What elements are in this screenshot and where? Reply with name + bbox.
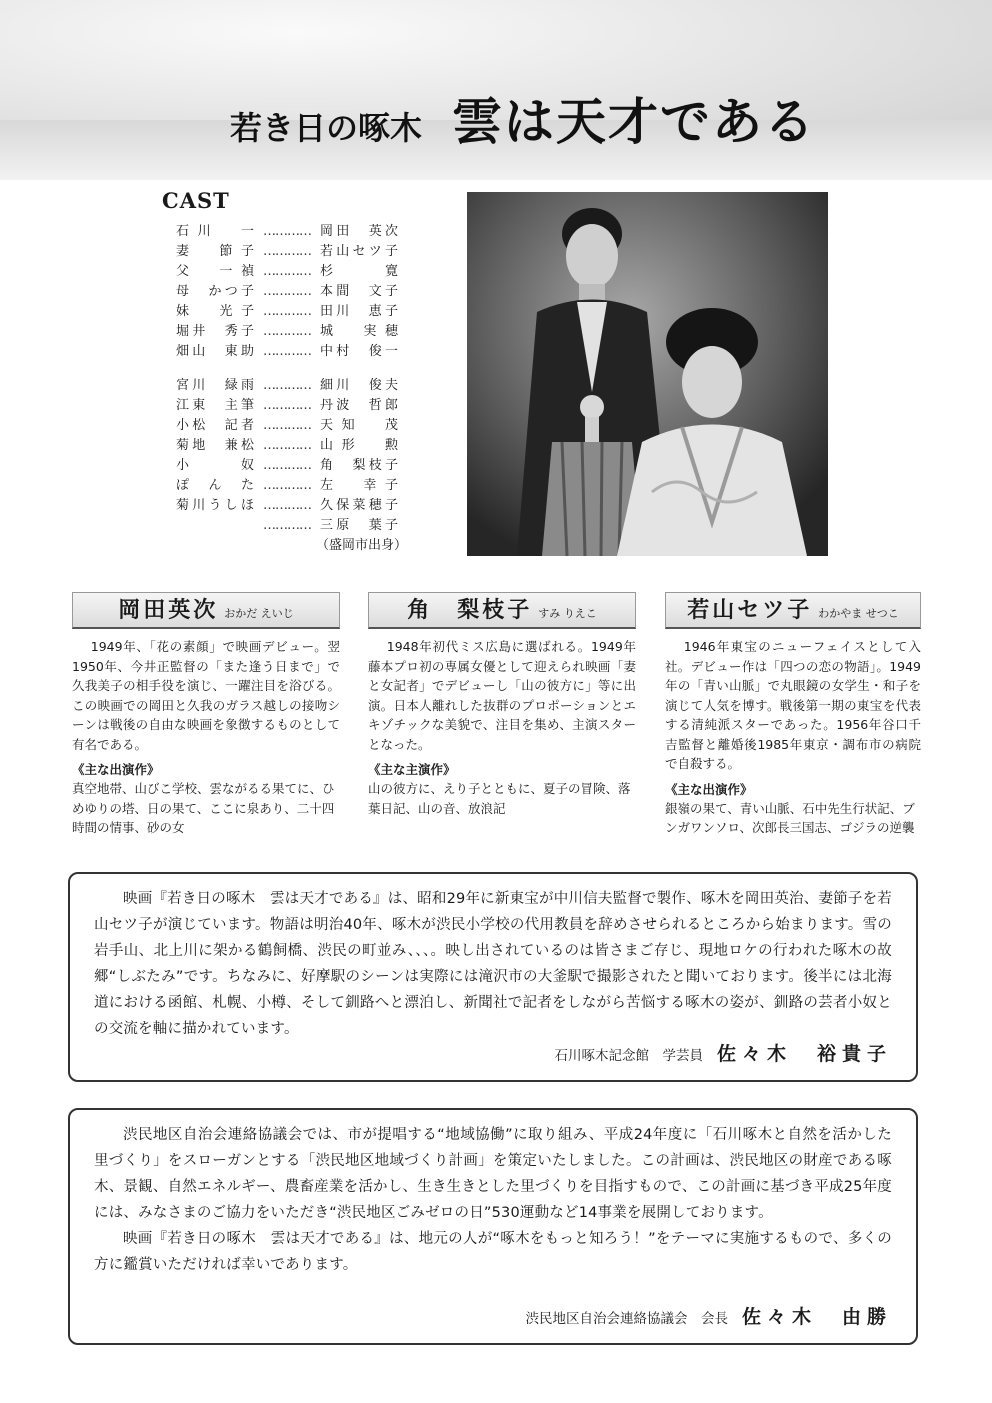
cast-heading: CAST — [162, 188, 230, 213]
cast-actor: 細川 俊夫 — [320, 378, 398, 393]
profile-works: 真空地帯、山びこ学校、雲ながるる果てに、ひめゆりの塔、日の果て、ここに泉あり、二十四時間の情事、砂の女 — [72, 781, 335, 835]
couple-photo — [467, 192, 828, 556]
cast-row — [176, 242, 416, 262]
cast-dots: ………… — [263, 244, 311, 259]
cast-actor: 天知 茂 — [320, 418, 398, 433]
cast-row — [176, 262, 416, 282]
profile-name-box — [665, 592, 921, 629]
cast-dots: ………… — [263, 324, 311, 339]
profile-name: 岡田英次 — [118, 597, 219, 623]
cast-row — [176, 456, 416, 476]
cast-role: 堀井 秀子 — [176, 324, 254, 339]
cast-actor: 丹波 哲郎 — [320, 398, 398, 413]
profile-works: 銀嶺の果て、青い山脈、石中先生行状記、ブンガワンソロ、次郎長三国志、ゴジラの逆襲 — [665, 800, 915, 835]
cast-role: 菊川うしほ — [176, 498, 254, 513]
cast-role: 妻 節子 — [176, 244, 254, 259]
profile-bio: 1946年東宝のニューフェイスとして入社。デビュー作は「四つの恋の物語」。1949年の「青い山脈」で丸眼鏡の女学生・和子を演じて人気を博す。戦後第一期の東宝を代表する清純派スターであった。1956年谷口千吉監督と離婚後1985年東京・調布市の病院で自殺する。 — [665, 639, 921, 771]
cast-row — [176, 396, 416, 416]
cast-dots: ………… — [263, 438, 311, 453]
profile-okada — [72, 592, 340, 838]
profile-works-heading: 《主な主演作》 — [368, 762, 456, 777]
cast-actor: 城 実穂 — [320, 324, 398, 339]
commentary-text: 映画『若き日の啄木 雲は天才である』は、昭和29年に新東宝が中川信夫監督で製作、啄木を岡田英治、妻節子を若山セツ子が演じています。物語は明治40年、啄木が渋民小学校の代用教員を辞めさせられるところから始まります。雪の岩手山、北上川に架かる鶴飼橋、渋民の町並み、、、。映し出されているのは皆さまご存じ、現地ロケの行われた啄木の故郷“しぶたみ”です。ちなみに、好摩駅のシーンは実際には滝沢市の大釜駅で撮影されたと聞いております。後半には北海道における函館、札幌、小樽、そして釧路へと漂泊し、新聞社で記者をしながら苦悩する啄木の姿が、釧路の芸者小奴との交流を軸に描かれています。 — [94, 891, 892, 1037]
cast-row — [176, 476, 416, 496]
page-title: 雲は天才である — [452, 93, 817, 151]
cast-role: 妹 光子 — [176, 304, 254, 319]
cast-gap — [176, 362, 416, 376]
cast-row — [176, 302, 416, 322]
cast-actor: 田川 恵子 — [320, 304, 398, 319]
cast-dots: ………… — [263, 498, 311, 513]
cast-row — [176, 282, 416, 302]
cast-role: 小 奴 — [176, 458, 254, 473]
signature-name: 佐々木 裕貴子 — [716, 1043, 892, 1065]
cast-row — [176, 496, 416, 516]
cast-dots: ………… — [263, 304, 311, 319]
cast-role: 父 一禎 — [176, 264, 254, 279]
cast-list — [176, 222, 416, 556]
cast-role: ぽんた — [176, 478, 254, 493]
cast-row — [176, 376, 416, 396]
cast-row — [176, 222, 416, 242]
cast-role: 小松 記者 — [176, 418, 254, 433]
cast-actor: 三原 葉子 — [320, 518, 398, 533]
cast-row — [176, 436, 416, 456]
profile-bio: 1949年、「花の素顔」で映画デビュー。翌1950年、今井正監督の「また逢う日まで」で久我美子の相手役を演じ、一躍注目を浴びる。この映画での岡田と久我のガラス越しの接吻シーンは戦後の自由な映画を象徴するものとして有名である。 — [72, 639, 340, 752]
title-row — [230, 82, 970, 152]
cast-dots: ………… — [263, 344, 311, 359]
cast-row — [176, 516, 416, 536]
cast-role — [176, 516, 254, 536]
profile-works: 山の彼方に、えり子とともに、夏子の冒険、落葉日記、山の音、放浪記 — [368, 781, 631, 816]
cast-role: 畑山 東助 — [176, 344, 254, 359]
profile-kana: すみ りえこ — [538, 607, 597, 620]
cast-dots: ………… — [263, 264, 311, 279]
cast-note: （盛岡市出身） — [316, 538, 408, 553]
profile-name: 若山セツ子 — [687, 597, 813, 623]
profile-name-box — [72, 592, 340, 629]
profile-works-heading: 《主な出演作》 — [665, 781, 753, 797]
cast-dots: ………… — [263, 378, 311, 393]
cast-actor: 本間 文子 — [320, 284, 398, 299]
cast-role: 石川 一 — [176, 224, 254, 239]
commentary-box — [68, 872, 918, 1082]
cast-actor: 久保菜穂子 — [320, 498, 398, 513]
cast-dots: ………… — [263, 398, 311, 413]
association-text-1: 渋民地区自治会連絡協議会では、市が提唱する“地域協働”に取り組み、平成24年度に「石川啄木と自然を活かした里づくり」をスローガンとする「渋民地区地域づくり計画」を策定いたしました。この計画は、渋民地区の財産である啄木、景観、自然エネルギー、農畜産業を活かし、生き生きとした里づくりを目指すもので、この計画に基づき平成25年度には、みなさまのご協力をいただき“渋民地区ごみゼロの日”530運動など14事業を展開しております。 — [94, 1127, 892, 1221]
couple-photo-illustration — [467, 192, 828, 556]
cast-role: 江東 主筆 — [176, 398, 254, 413]
cast-actor: 角 梨枝子 — [320, 458, 398, 473]
profile-kana: わかやま せつこ — [818, 607, 899, 620]
association-signature — [525, 1302, 892, 1329]
profile-bio: 1948年初代ミス広島に選ばれる。1949年藤本プロ初の専属女優として迎えられ映画「妻と女記者」でデビューし「山の彼方に」等に出演。日本人離れした抜群のプロポーションとエキゾチックな美貌で、注目を集め、主演スターとなった。 — [368, 639, 636, 752]
profile-wakayama — [665, 592, 921, 838]
signature-org: 石川啄木記念館 学芸員 — [554, 1048, 703, 1064]
cast-dots: ………… — [263, 478, 311, 493]
cast-actor: 左 幸子 — [320, 478, 398, 493]
cast-role: 菊地 兼松 — [176, 438, 254, 453]
cast-actor: 中村 俊一 — [320, 344, 398, 359]
cast-row — [176, 342, 416, 362]
cast-dots: ………… — [263, 418, 311, 433]
signature-org: 渋民地区自治会連絡協議会 会長 — [525, 1311, 728, 1327]
cast-dots: ………… — [263, 518, 311, 533]
cast-actor: 若山セツ子 — [320, 244, 398, 259]
profile-works-heading: 《主な出演作》 — [72, 762, 160, 777]
profile-sumi — [368, 592, 636, 818]
profile-kana: おかだ えいじ — [224, 607, 294, 620]
cast-dots: ………… — [263, 284, 311, 299]
cast-actor: 杉 寛 — [320, 264, 398, 279]
cast-role: 宮川 緑雨 — [176, 378, 254, 393]
profile-name-box — [368, 592, 636, 629]
signature-name: 佐々木 由勝 — [741, 1306, 892, 1328]
cast-dots: ………… — [263, 458, 311, 473]
association-text-2: 映画『若き日の啄木 雲は天才である』は、地元の人が“啄木をもっと知ろう！”をテーマに実施するもので、多くの方に鑑賞いただければ幸いであります。 — [94, 1231, 892, 1273]
cast-dots: ………… — [263, 224, 311, 239]
cast-row — [176, 322, 416, 342]
cast-actor: 山形 勲 — [320, 438, 398, 453]
cast-actor: 岡田 英次 — [320, 224, 398, 239]
cast-row — [176, 416, 416, 436]
profile-name: 角 梨枝子 — [407, 597, 533, 623]
association-box — [68, 1108, 918, 1345]
commentary-signature — [554, 1039, 892, 1066]
page-subtitle: 若き日の啄木 — [230, 109, 423, 147]
cast-role: 母 かつ子 — [176, 284, 254, 299]
